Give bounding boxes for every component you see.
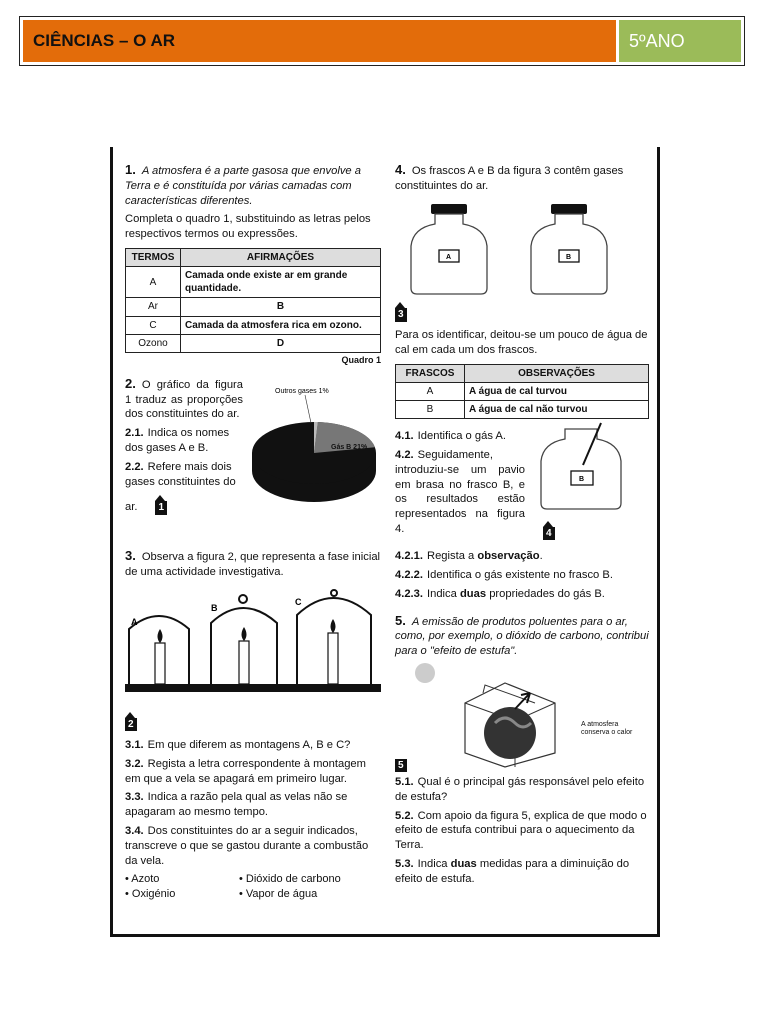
question-5: 5. A emissão de produtos poluentes para o ar, como, por exemplo, o dióxido de carbono, contribui para o "efeito de estufa". A atmosfera conserva o calor 5 5.1. Qual é o principal gás responsável pelo efeito de estufa? 5.2. Com apoio da figura 5, explica de que modo o efeito de estufa contribui para o aquecimento da Terra. 5.3. Indica duas medidas para a diminuição do efeito de estufa. [395,612,649,885]
figure-4-jar [535,421,635,517]
q3-text: Observa a figura 2, que representa a fase inicial de uma actividade investigativa. [125,550,381,578]
figure-4-label: 4 [543,527,555,540]
table-header: FRASCOS [396,364,465,382]
candle-b [239,641,249,684]
table-frascos [395,364,649,420]
sun-icon [415,663,435,683]
table-row: B A água de cal não turvou [396,401,649,419]
svg-text:A: A [131,617,138,628]
jar-lid [431,204,467,214]
question-2: 2. O gráfico da figura 1 traduz as proporções dos constituintes do ar. 2.1. Indica os nomes dos gases A e B. 2.2. Refere mais dois gases constituintes do ar. 1 Outros gases 1% Gás B 21% [125,375,381,547]
q3-3-text: Indica a razão pela qual as velas não se apagaram ao mesmo tempo. [125,791,348,819]
base-plate [125,684,381,692]
question-4: 4. Os frascos A e B da figura 3 contêm gases constituintes do ar. A B 3 Para os identificar, deitou-se um pouco de água de cal em cada um dos frascos. FRASCOS OBSERVAÇÕES A A água de cal turvou B A água de cal não turvou 4.1. Identifica o gás A. 4.2. Seguidamente, introduziu-se um pavio em brasa no frasco B, e os resultados estão representados na figura 4. B 4 4.2.1. Regista a observação. 4.2.2. Identifica o gás existente no frasco B. 4.2.3. Indica duas propriedades do gás B. [395,162,648,600]
q2-1-text: Indica os nomes dos gases A e B. [125,427,230,455]
question-3: 3. Observa a figura 2, que representa a fase inicial de uma actividade investigativa. A B C 2 3.1. Em que diferem as montagens A, B e C? 3.2. Regista a letra correspondente à montagem em que a vela se apagará em primeiro lugar. 3.3. Indica a razão pela qual as velas não se apagaram ao mesmo tempo. 3.4. Dos constituintes do ar a seguir indicados, transcreve o que se gastou durante a combustão da vela. • Azoto • Dióxido de carbono • Oxigénio • Vapor de água [125,547,381,900]
options-list: • Azoto • Dióxido de carbono [125,873,341,886]
figure-1-label: 1 [155,501,167,514]
flame-icon [158,629,163,643]
jar-lid [551,204,587,214]
pie-label-other: Outros gases 1% [275,387,329,395]
q5-text: A emissão de produtos poluentes para o ar, como, por exemplo, o dióxido de carbono, contribui para o "efeito de estufa". [395,615,649,658]
figure-5 [395,663,649,771]
figure-3-label: 3 [395,308,407,321]
greenhouse-illustration [395,663,585,771]
svg-text:B: B [211,603,218,614]
q4-2-2-text: Identifica o gás existente no frasco B. [427,569,613,582]
flame-icon [242,627,247,641]
left-column [125,161,381,901]
svg-text:B: B [579,476,585,484]
q3-2-text: Regista a letra correspondente à montagem em que a vela se apagará em primeiro lugar. [125,757,366,785]
q1-intro: A atmosfera é a parte gasosa que envolve a Terra e é constituída por várias camadas com características diferentes. [125,165,361,207]
pie-chart [245,379,383,509]
q3-1-text: Em que diferem as montagens A, B e C? [147,739,351,752]
question-1 [125,161,381,367]
jar-b [541,429,621,509]
table-header: OBSERVAÇÕES [465,364,649,382]
q1-instruction: Completa o quadro 1, substituindo as letras pelos respectivos termos ou expressões. [125,213,371,241]
q2-text: O gráfico da figura 1 traduz as proporções dos constituintes do ar. [125,378,243,421]
figure-5-label: 5 [395,759,407,772]
svg-text:A: A [446,253,452,261]
table-row: Ozono D [126,334,381,352]
candle-a [155,643,165,684]
table-header: TERMOS [126,248,181,266]
right-column [395,161,649,890]
page-title: CIÊNCIAS – O AR [23,20,616,62]
table-quadro-1 [125,248,381,353]
figure-5-caption: A atmosfera conserva o calor [581,720,633,736]
pie-label-gas-b: Gás B 21% [331,443,368,451]
table-row: Ar B [126,298,381,316]
arrow-icon [515,693,530,709]
candle-c [328,633,338,684]
q2-2-text: Refere mais dois gases constituintes do ar. [125,460,236,514]
options-list: • Oxigénio • Vapor de água [125,887,318,900]
figure-3-jars [395,202,649,302]
table-row: C Camada da atmosfera rica em ozono. [126,316,381,334]
q4-2-text: Seguidamente, introduziu-se um pavio em brasa no frasco B, e os resultados estão representados na figura 4. [395,449,525,535]
svg-text:B: B [566,253,572,261]
earth-icon [484,707,536,759]
header-bar [19,16,745,66]
flame-icon [331,619,336,633]
figure-2-candles [125,589,381,709]
svg-text:C: C [295,597,302,608]
q5-1-text: Qual é o principal gás responsável pelo efeito de estufa? [395,775,645,803]
q4-subquestions: 4.1. Identifica o gás A. 4.2. Seguidamente, introduziu-se um pavio em brasa no frasco B, e os resultados estão representados na figura 4. B 4 [395,429,649,549]
figure-2-label: 2 [125,718,137,731]
q4-text: Os frascos A e B da figura 3 contêm gases constituintes do ar. [395,165,624,192]
q5-2-text: Com apoio da figura 5, explica de que modo o efeito de estufa contribui para o aquecimento da Terra. [395,809,647,852]
table-row: A A água de cal turvou [396,382,649,400]
worksheet [110,147,660,937]
q3-4-text: Dos constituintes do ar a seguir indicados, transcreve o que se gastou durante a combustão da vela. [125,824,369,867]
grade-badge: 5ºANO [619,20,741,62]
table-row: A Camada onde existe ar em grande quantidade. [126,267,381,298]
q4-1-text: Identifica o gás A. [417,430,506,443]
q4-text-2: Para os identificar, deitou-se um pouco de água de cal em cada um dos frascos. [395,329,648,356]
table-header: AFIRMAÇÕES [181,248,381,266]
table-caption: Quadro 1 [341,355,381,366]
q1-number: 1. [125,162,136,177]
